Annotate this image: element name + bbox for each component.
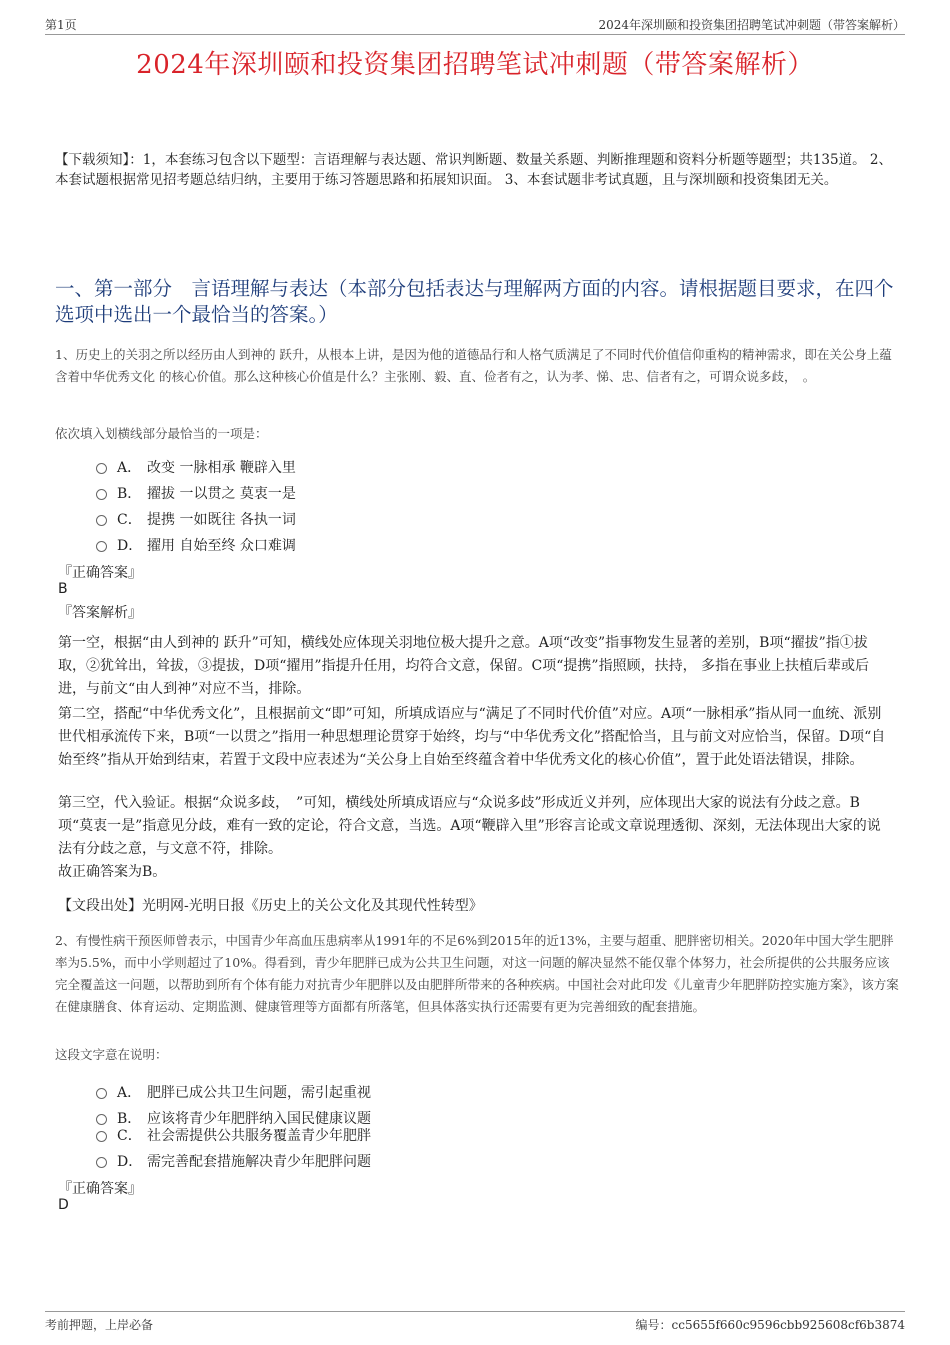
q1-analysis-paragraph: 第三空，代入验证。根据“众说多歧， ”可知，横线处所填成语应与“众说多歧”形成近义并列，应体现出大家的说法有分歧之意。B项“莫衷一是”指意见分歧，难有一致的定论，符合文意，当选。A项“鞭辟入里”形容言论或文章说理透彻、深刻，无法体现出大家的说法有分歧之意，与文意不符，排除。 bbox=[58, 795, 881, 857]
radio-icon[interactable] bbox=[96, 541, 107, 552]
q1-answer: B bbox=[58, 581, 68, 597]
radio-icon[interactable] bbox=[96, 463, 107, 474]
question-1-prompt: 依次填入划横线部分最恰当的一项是： bbox=[55, 426, 268, 441]
q1-analysis-paragraph: 第二空，搭配“中华优秀文化”，且根据前文“即”可知，所填成语应与“满足了不同时代价值”对应。A项“一脉相承”指从同一血统、派别世代相承流传下来，B项“一以贯之”指用一种思想理论贯穿于始终，均与“中华优秀文化”搭配恰当，且与前文对应恰当，保留。D项“自始至终”指从开始到结束，若置于文段中应表述为“关公身上自始至终蕴含着中华优秀文化的核心价值”，置于此处语法错误，排除。 bbox=[58, 706, 886, 768]
radio-icon[interactable] bbox=[96, 1157, 107, 1168]
section-title: 一、第一部分 言语理解与表达（本部分包括表达与理解两方面的内容。请根据题目要求，在四个选项中选出一个最恰当的答案。） bbox=[55, 277, 894, 326]
q2-option-d[interactable]: D． 需完善配套措施解决青少年肥胖问题 bbox=[96, 1151, 371, 1171]
q2-answer-label: 『正确答案』 bbox=[58, 1181, 142, 1197]
radio-icon[interactable] bbox=[96, 1131, 107, 1142]
page-header bbox=[45, 14, 905, 35]
download-notice: 【下载须知】：1，本套练习包含以下题型：言语理解与表达题、常识判断题、数量关系题、判断推理题和资料分析题等题型；共135道。 2、本套试题根据常见招考题总结归纳，主要用于练习答题思路和拓展知识面。 3、本套试题非考试真题，且与深圳颐和投资集团无关。 bbox=[55, 152, 892, 188]
question-2-prompt: 这段文字意在说明： bbox=[55, 1047, 168, 1062]
footer-doc-id: 编号：cc5655f660c9596cbb925608cf6b3874 bbox=[635, 1318, 905, 1332]
question-1-text: 1、历史上的关羽之所以经历由人到神的 跃升，从根本上讲，是因为他的道德品行和人格气质满足了不同时代价值信仰重构的精神需求，即在关公身上蕴含着中华优秀文化 的核心价值。那么这种核心价值是什么？主张刚、毅、直、俭者有之，认为孝、悌、忠、信者有之，可谓众说多歧， 。 bbox=[55, 347, 892, 384]
question-2-text: 2、有慢性病干预医师曾表示，中国青少年高血压患病率从1991年的不足6%到2015年的近13%，主要与超重、肥胖密切相关。2020年中国大学生肥胖率为5.5%，而中小学则超过了10%。得看到，青少年肥胖已成为公共卫生问题，对这一问题的解决显然不能仅靠个体努力，社会所提供的公共服务应该完全覆盖这一问题，以帮助到所有个体有能力对抗青少年肥胖以及由肥胖所带来的各种疾病。中国社会对此印发《儿童青少年肥胖防控实施方案》，该方案在健康膳食、体育运动、定期监测、健康管理等方面都有所落笔，但具体落实执行还需要有更为完善细致的配套措施。 bbox=[55, 933, 899, 1014]
q1-analysis-label: 『答案解析』 bbox=[58, 605, 142, 621]
q1-answer-label: 『正确答案』 bbox=[58, 565, 142, 581]
q2-option-b[interactable]: B． 应该将青少年肥胖纳入国民健康议题 bbox=[96, 1108, 371, 1128]
q2-answer: D bbox=[58, 1197, 69, 1213]
q2-option-a[interactable]: A． 肥胖已成公共卫生问题，需引起重视 bbox=[96, 1082, 371, 1102]
radio-icon[interactable] bbox=[96, 489, 107, 500]
radio-icon[interactable] bbox=[96, 1088, 107, 1099]
page-footer bbox=[45, 1311, 905, 1332]
document-title: 2024年深圳颐和投资集团招聘笔试冲刺题（带答案解析） bbox=[136, 50, 814, 80]
q1-analysis-conclusion: 故正确答案为B。 bbox=[58, 864, 167, 880]
q1-option-c[interactable]: C． 提携 一如既往 各执一词 bbox=[96, 509, 296, 529]
q2-option-c[interactable]: C． 社会需提供公共服务覆盖青少年肥胖 bbox=[96, 1125, 371, 1145]
page-number: 第1页 bbox=[45, 18, 77, 32]
header-doc-title: 2024年深圳颐和投资集团招聘笔试冲刺题（带答案解析） bbox=[598, 18, 905, 32]
q1-option-b[interactable]: B． 擢拔 一以贯之 莫衷一是 bbox=[96, 483, 296, 503]
q1-source: 【文段出处】光明网-光明日报《历史上的关公文化及其现代性转型》 bbox=[58, 898, 483, 914]
footer-slogan: 考前押题，上岸必备 bbox=[45, 1318, 154, 1332]
q1-analysis-paragraph: 第一空，根据“由人到神的 跃升”可知，横线处应体现关羽地位极大提升之意。A项“改变”指事物发生显著的差别，B项“擢拔”指①拔取，②犹耸出，耸拔，③提拔，D项“擢用”指提升任用，均符合文意，保留。C项“提携”指照顾，扶持， 多指在事业上扶植后辈或后进，与前文“由人到神”对应不当，排除。 bbox=[58, 635, 870, 697]
radio-icon[interactable] bbox=[96, 515, 107, 526]
q1-option-a[interactable]: A． 改变 一脉相承 鞭辟入里 bbox=[96, 457, 296, 477]
radio-icon[interactable] bbox=[96, 1114, 107, 1125]
q1-option-d[interactable]: D． 擢用 自始至终 众口难调 bbox=[96, 535, 296, 555]
